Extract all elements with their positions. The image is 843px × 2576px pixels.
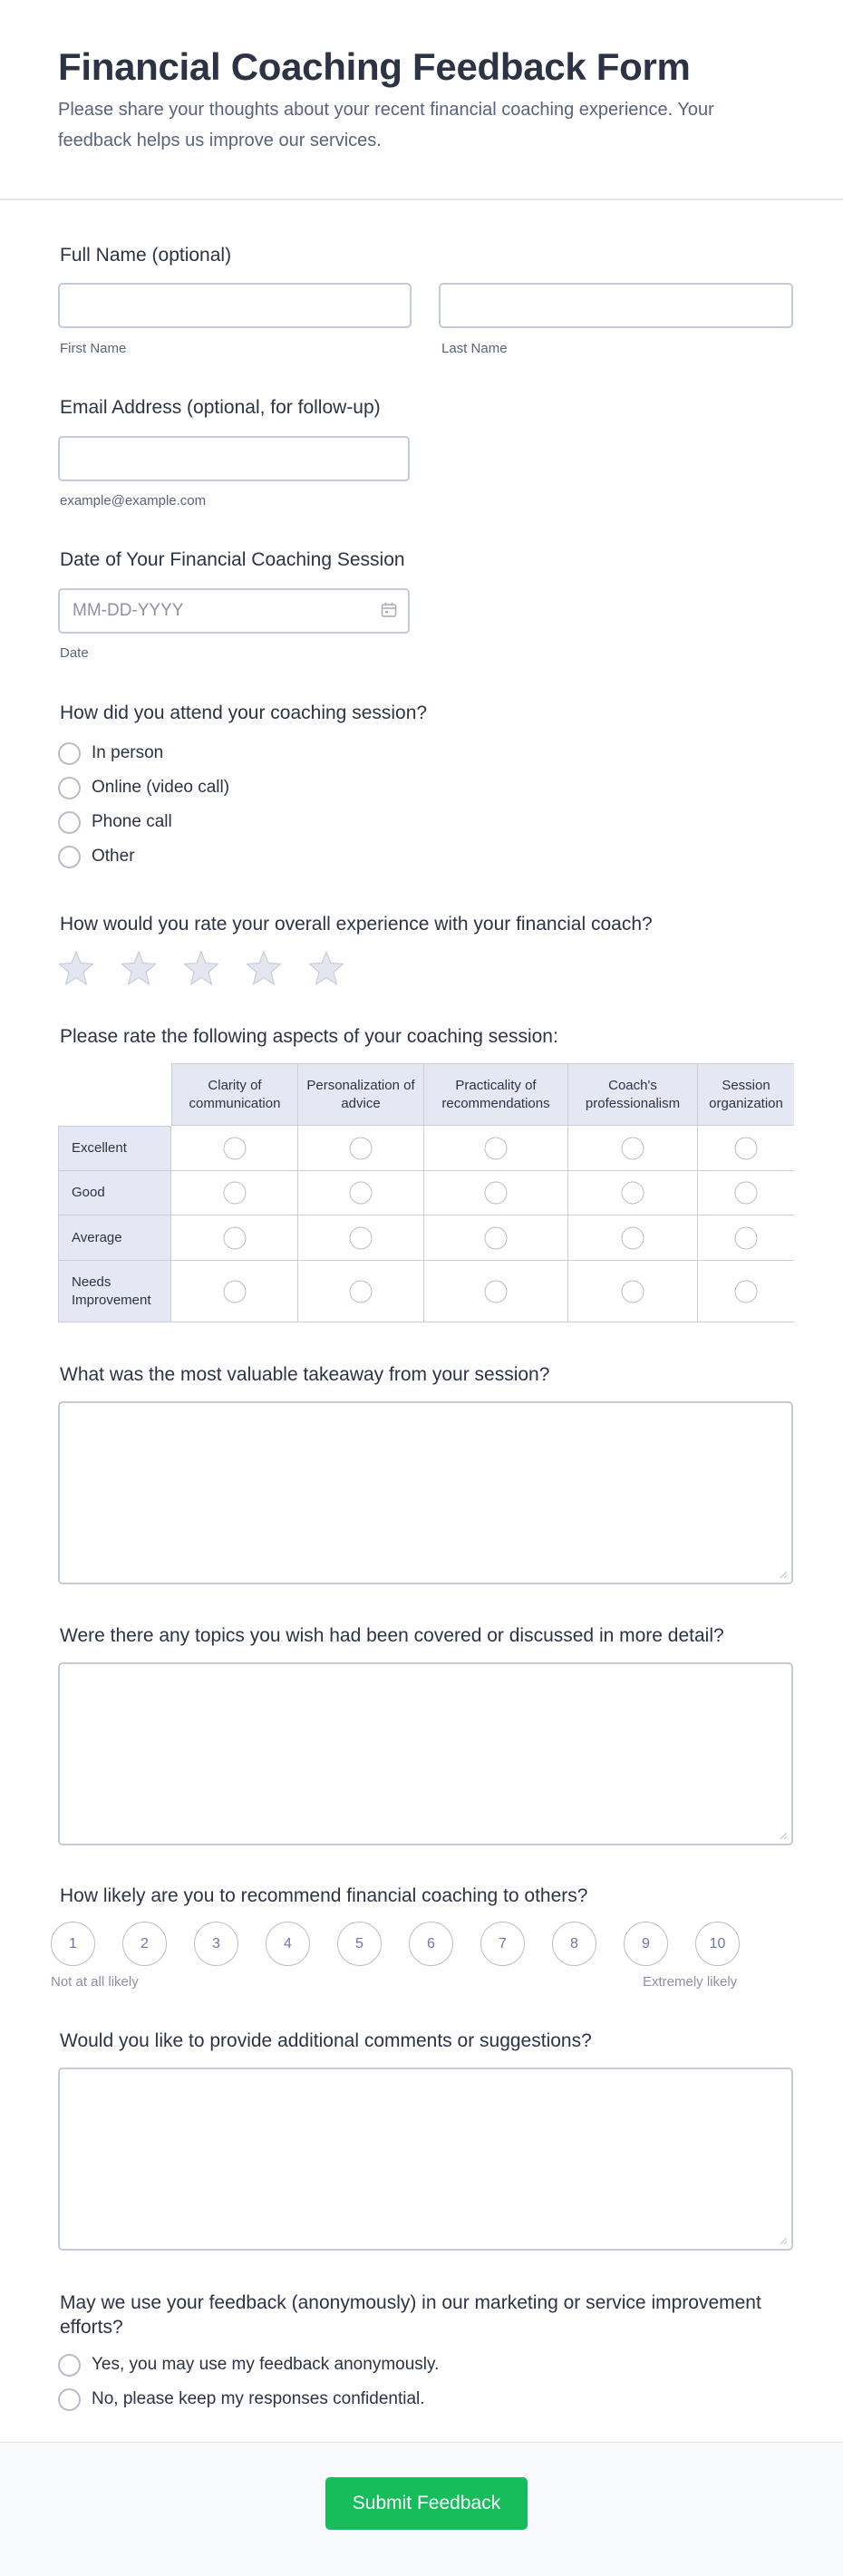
- radio-button[interactable]: [350, 1137, 373, 1159]
- radio-button[interactable]: [735, 1280, 758, 1303]
- radio-button[interactable]: [485, 1182, 508, 1205]
- radio-button[interactable]: [58, 742, 81, 765]
- radio-button[interactable]: [350, 1182, 373, 1205]
- star-icon[interactable]: [58, 950, 94, 986]
- scale-high-label: Extremely likely: [643, 1974, 738, 1990]
- last-name-input[interactable]: [439, 283, 793, 328]
- consent-option-yes[interactable]: [58, 2353, 439, 2377]
- radio-button[interactable]: [58, 2388, 81, 2411]
- option-label: In person: [92, 743, 164, 762]
- star-icon[interactable]: [308, 950, 344, 986]
- radio-button[interactable]: [223, 1182, 246, 1205]
- matrix-cell: [298, 1215, 424, 1261]
- matrix-cell: [298, 1261, 424, 1322]
- matrix-row-label: Excellent: [58, 1126, 171, 1171]
- recommend-label: How likely are you to recommend financial coaching to others?: [60, 1885, 588, 1906]
- matrix-cell: [698, 1171, 794, 1215]
- aspects-label: Please rate the following aspects of your coaching session:: [60, 1026, 558, 1047]
- consent-option-no[interactable]: [58, 2387, 425, 2411]
- scale-option[interactable]: 10: [695, 1922, 740, 1966]
- radio-button[interactable]: [622, 1280, 644, 1303]
- radio-button[interactable]: [735, 1226, 758, 1249]
- scale-option[interactable]: 1: [51, 1922, 95, 1966]
- radio-button[interactable]: [485, 1280, 508, 1303]
- matrix-cell: [424, 1261, 568, 1322]
- topics-label: Were there any topics you wish had been covered or discussed in more detail?: [60, 1625, 724, 1646]
- matrix-cell: [171, 1171, 298, 1215]
- resize-handle-icon[interactable]: [779, 1570, 788, 1579]
- radio-button[interactable]: [58, 846, 81, 868]
- matrix-cell: [568, 1215, 698, 1261]
- matrix-cell: [698, 1215, 794, 1261]
- matrix-row-label: Average: [58, 1215, 171, 1261]
- resize-handle-icon[interactable]: [779, 1831, 788, 1840]
- email-hint: example@example.com: [60, 493, 207, 508]
- matrix-cell: [698, 1126, 794, 1171]
- radio-button[interactable]: [58, 777, 81, 799]
- radio-button[interactable]: [223, 1226, 246, 1249]
- matrix-column-header: Clarity of communication: [171, 1063, 298, 1126]
- email-label: Email Address (optional, for follow-up): [60, 397, 381, 418]
- radio-button[interactable]: [485, 1226, 508, 1249]
- matrix-cell: [424, 1215, 568, 1261]
- matrix-cell: [424, 1171, 568, 1215]
- calendar-icon[interactable]: [381, 602, 397, 618]
- matrix-column-header: Practicality of recommendations: [424, 1063, 568, 1126]
- last-name-sublabel: Last Name: [441, 341, 508, 356]
- scale-low-label: Not at all likely: [51, 1974, 139, 1990]
- consent-label: May we use your feedback (anonymously) in our marketing or service improvement efforts?: [60, 2292, 761, 2338]
- first-name-input[interactable]: [58, 283, 412, 328]
- form-header: [0, 0, 843, 200]
- radio-button[interactable]: [223, 1137, 246, 1159]
- matrix-cell: [298, 1126, 424, 1171]
- radio-button[interactable]: [622, 1226, 644, 1249]
- scale-option[interactable]: 6: [409, 1922, 453, 1966]
- radio-button[interactable]: [735, 1137, 758, 1159]
- attendance-option-in-person[interactable]: [58, 741, 163, 765]
- scale-option[interactable]: 9: [624, 1922, 668, 1966]
- comments-textarea[interactable]: [58, 2068, 793, 2251]
- takeaway-label: What was the most valuable takeaway from your session?: [60, 1364, 550, 1385]
- option-label: Yes, you may use my feedback anonymously.: [92, 2355, 440, 2374]
- radio-button[interactable]: [350, 1226, 373, 1249]
- attendance-option-phone[interactable]: [58, 810, 172, 834]
- matrix-cell: [424, 1126, 568, 1171]
- scale-option[interactable]: 8: [552, 1922, 596, 1966]
- radio-button[interactable]: [622, 1137, 644, 1159]
- scale-option[interactable]: 7: [480, 1922, 525, 1966]
- matrix-row-label: Needs Improvement: [58, 1261, 171, 1322]
- matrix-cell: [298, 1171, 424, 1215]
- matrix-column-header: Coach's professionalism: [568, 1063, 698, 1126]
- star-icon[interactable]: [183, 950, 219, 986]
- option-label: Other: [92, 847, 135, 866]
- scale-option[interactable]: 4: [266, 1922, 310, 1966]
- full-name-label: Full Name (optional): [60, 245, 232, 266]
- attendance-option-other[interactable]: [58, 845, 135, 868]
- matrix-cell: [698, 1261, 794, 1322]
- session-date-label: Date of Your Financial Coaching Session: [60, 549, 405, 570]
- radio-button[interactable]: [735, 1182, 758, 1205]
- matrix-cell: [171, 1126, 298, 1171]
- option-label: No, please keep my responses confidential.: [92, 2389, 425, 2408]
- radio-button[interactable]: [622, 1182, 644, 1205]
- matrix-column-header: Session organization: [698, 1063, 794, 1126]
- attendance-option-online[interactable]: [58, 776, 229, 799]
- matrix-cell: [171, 1215, 298, 1261]
- star-icon[interactable]: [121, 950, 157, 986]
- matrix-cell: [568, 1261, 698, 1322]
- option-label: Online (video call): [92, 778, 230, 797]
- resize-handle-icon[interactable]: [779, 2236, 788, 2245]
- session-date-hint: Date: [60, 645, 89, 661]
- radio-button[interactable]: [223, 1280, 246, 1303]
- submit-button[interactable]: Submit Feedback: [325, 2477, 528, 2530]
- matrix-cell: [568, 1171, 698, 1215]
- email-input[interactable]: [58, 436, 410, 481]
- form-title: Financial Coaching Feedback Form: [58, 45, 691, 88]
- radio-button[interactable]: [58, 2354, 81, 2377]
- option-label: Phone call: [92, 812, 172, 831]
- comments-label: Would you like to provide additional comments or suggestions?: [60, 2030, 592, 2051]
- radio-button[interactable]: [485, 1137, 508, 1159]
- radio-button[interactable]: [58, 811, 81, 834]
- radio-button[interactable]: [350, 1280, 373, 1303]
- form-subtitle: Please share your thoughts about your recent financial coaching experience. Your feedback helps us improve our services.: [58, 100, 714, 150]
- matrix-cell: [171, 1261, 298, 1322]
- topics-textarea[interactable]: [58, 1662, 793, 1845]
- date-placeholder: MM-DD-YYYY: [73, 601, 184, 620]
- takeaway-textarea[interactable]: [58, 1401, 793, 1584]
- overall-rating-label: How would you rate your overall experience with your financial coach?: [60, 914, 653, 935]
- first-name-sublabel: First Name: [60, 341, 127, 356]
- matrix-cell: [568, 1126, 698, 1171]
- matrix-row-label: Good: [58, 1171, 171, 1215]
- star-icon[interactable]: [246, 950, 282, 986]
- session-date-input[interactable]: [58, 588, 410, 634]
- matrix-column-header: Personalization of advice: [298, 1063, 424, 1126]
- attendance-label: How did you attend your coaching session?: [60, 702, 428, 723]
- scale-option[interactable]: 3: [194, 1922, 238, 1966]
- scale-option[interactable]: 2: [122, 1922, 167, 1966]
- scale-option[interactable]: 5: [337, 1922, 382, 1966]
